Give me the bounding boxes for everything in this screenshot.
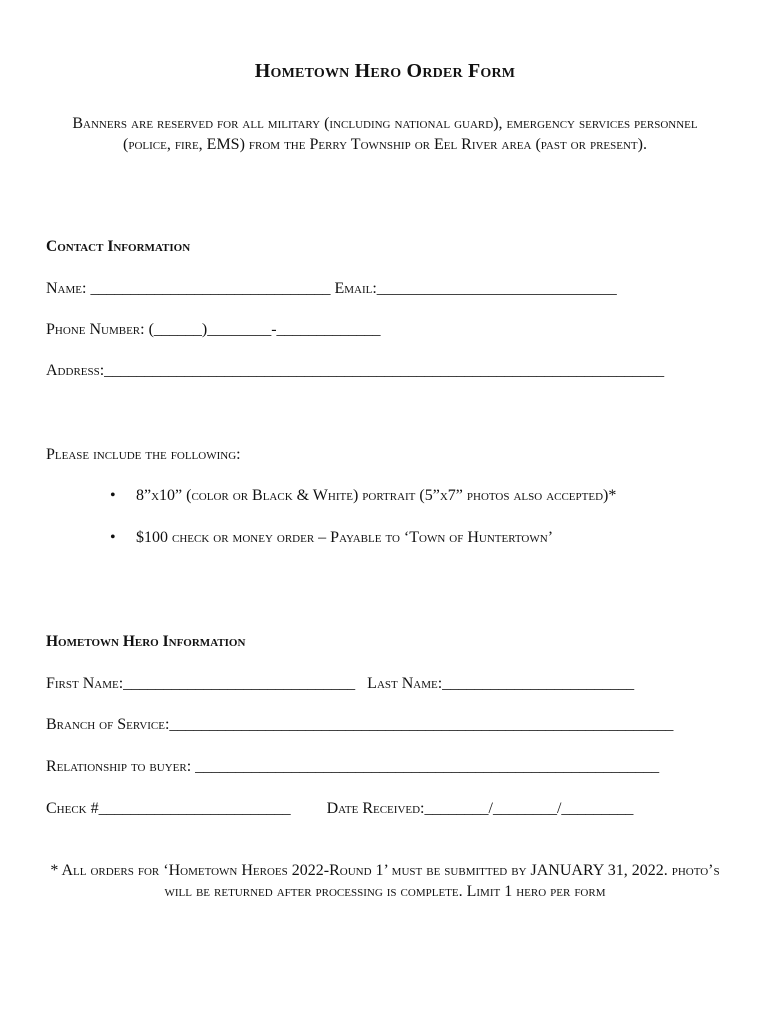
contact-info-heading: Contact Information: [46, 238, 191, 255]
hero-branch-line: Branch of Service:_______________________________________________________________: [46, 716, 674, 733]
bullet-icon: •: [110, 487, 116, 504]
hero-name-line: First Name:_____________________________ Last Name:________________________: [46, 675, 635, 692]
bullet-icon: •: [110, 529, 116, 546]
hero-info-heading: Hometown Hero Information: [46, 633, 246, 650]
include-list: [110, 487, 616, 571]
contact-name-email-line: Name: ______________________________ Email:______________________________: [46, 280, 617, 297]
include-heading: Please include the following:: [46, 446, 241, 463]
hero-relationship-line: Relationship to buyer: __________________________________________________________: [46, 758, 660, 775]
contact-phone-line: Phone Number: (______)________-_____________: [46, 321, 381, 338]
form-title: Hometown Hero Order Form: [254, 60, 516, 82]
list-item: [110, 487, 616, 529]
include-item-payment: $100 check or money order – Payable to ‘Town of Huntertown’: [136, 529, 554, 546]
hero-check-date-line: Check #________________________ Date Received:________/________/_________: [46, 800, 634, 817]
list-item: [110, 529, 616, 571]
contact-address-line: Address:______________________________________________________________________: [46, 362, 665, 379]
include-item-portrait: 8”x10” (color or Black & White) portrait (5”x7” photos also accepted)*: [136, 487, 617, 504]
intro-paragraph: Banners are reserved for all military (including national guard), emergency services personnel (police, fire, EMS) from the Perry Township or Eel River area (past or present).: [72, 115, 698, 153]
footer-note: * All orders for ‘Hometown Heroes 2022-Round 1’ must be submitted by JANUARY 31, 2022. photo’s will be returned after processing is complete. Limit 1 hero per form: [50, 862, 720, 900]
